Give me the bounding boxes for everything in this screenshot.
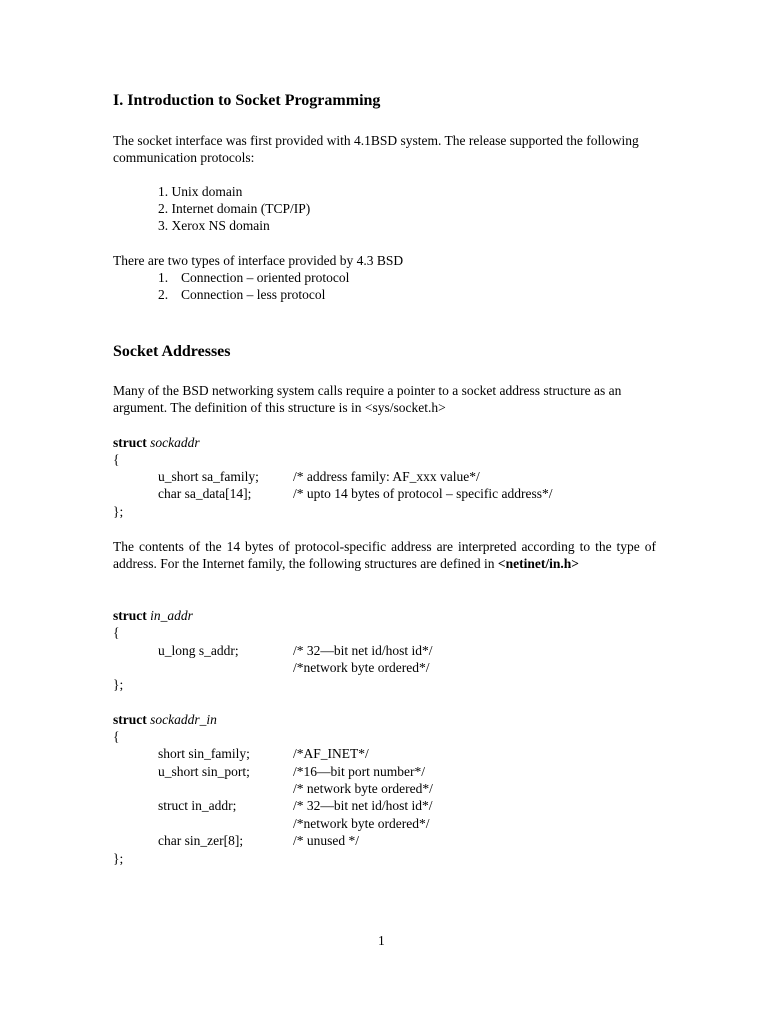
struct-keyword: struct: [113, 712, 147, 727]
struct-in-addr-declaration: [113, 607, 193, 624]
struct-keyword: struct: [113, 435, 147, 450]
struct-field-comment: /* 32—bit net id/host id*/: [293, 798, 433, 813]
struct-field: u_long s_addr;: [158, 643, 239, 658]
list-item: 3. Xerox NS domain: [158, 218, 270, 233]
struct-field-comment: /*network byte ordered*/: [293, 816, 430, 831]
struct-name: sockaddr: [150, 435, 200, 450]
struct-sockaddr-in-declaration: [113, 711, 217, 728]
struct-field: char sin_zer[8];: [158, 833, 244, 848]
list-item-number: 2.: [158, 287, 169, 302]
struct-field: struct in_addr;: [158, 798, 237, 813]
socket-addresses-paragraph: Many of the BSD networking system calls require a pointer to a socket address structure as an argument. The definition of this structure is in <sys/socket.h>: [113, 383, 622, 415]
list-item: 2. Internet domain (TCP/IP): [158, 201, 311, 216]
struct-field: char sa_data[14];: [158, 486, 252, 501]
open-brace: {: [113, 625, 120, 640]
struct-field-comment: /*AF_INET*/: [293, 746, 369, 761]
struct-keyword: struct: [113, 608, 147, 623]
intro-paragraph: The socket interface was first provided with 4.1BSD system. The release supported the following communication protocols:: [113, 133, 639, 165]
page-number: 1: [378, 933, 385, 948]
netinet-header: <netinet/in.h>: [497, 556, 579, 571]
open-brace: {: [113, 452, 120, 467]
interface-types-intro: There are two types of interface provided by 4.3 BSD: [113, 253, 404, 268]
close-brace: };: [113, 504, 124, 519]
list-item-number: 1.: [158, 270, 169, 285]
struct-name: sockaddr_in: [150, 712, 217, 727]
list-item: Connection – oriented protocol: [181, 270, 350, 285]
struct-field: short sin_family;: [158, 746, 250, 761]
struct-field-comment: /* network byte ordered*/: [293, 781, 433, 796]
struct-field-comment: /* upto 14 bytes of protocol – specific address*/: [293, 486, 553, 501]
close-brace: };: [113, 677, 124, 692]
struct-field-comment: /* 32—bit net id/host id*/: [293, 643, 433, 658]
struct-name: in_addr: [150, 608, 193, 623]
struct-field-comment: /*network byte ordered*/: [293, 660, 430, 675]
list-item: 1. Unix domain: [158, 184, 243, 199]
struct-field: u_short sa_family;: [158, 469, 259, 484]
contents-text: The contents of the 14 bytes of protocol-specific address are interpreted according to the type of address. For the Internet family, the following structures are defined in: [113, 539, 656, 571]
list-item: Connection – less protocol: [181, 287, 326, 302]
contents-paragraph: [113, 538, 656, 572]
struct-field-comment: /*16—bit port number*/: [293, 764, 425, 779]
section-heading-socket-addresses: Socket Addresses: [113, 343, 231, 360]
struct-field: u_short sin_port;: [158, 764, 250, 779]
open-brace: {: [113, 729, 120, 744]
struct-field-comment: /* unused */: [293, 833, 359, 848]
struct-sockaddr-declaration: [113, 434, 200, 451]
section-heading-intro: I. Introduction to Socket Programming: [113, 92, 381, 109]
close-brace: };: [113, 851, 124, 866]
struct-field-comment: /* address family: AF_xxx value*/: [293, 469, 480, 484]
